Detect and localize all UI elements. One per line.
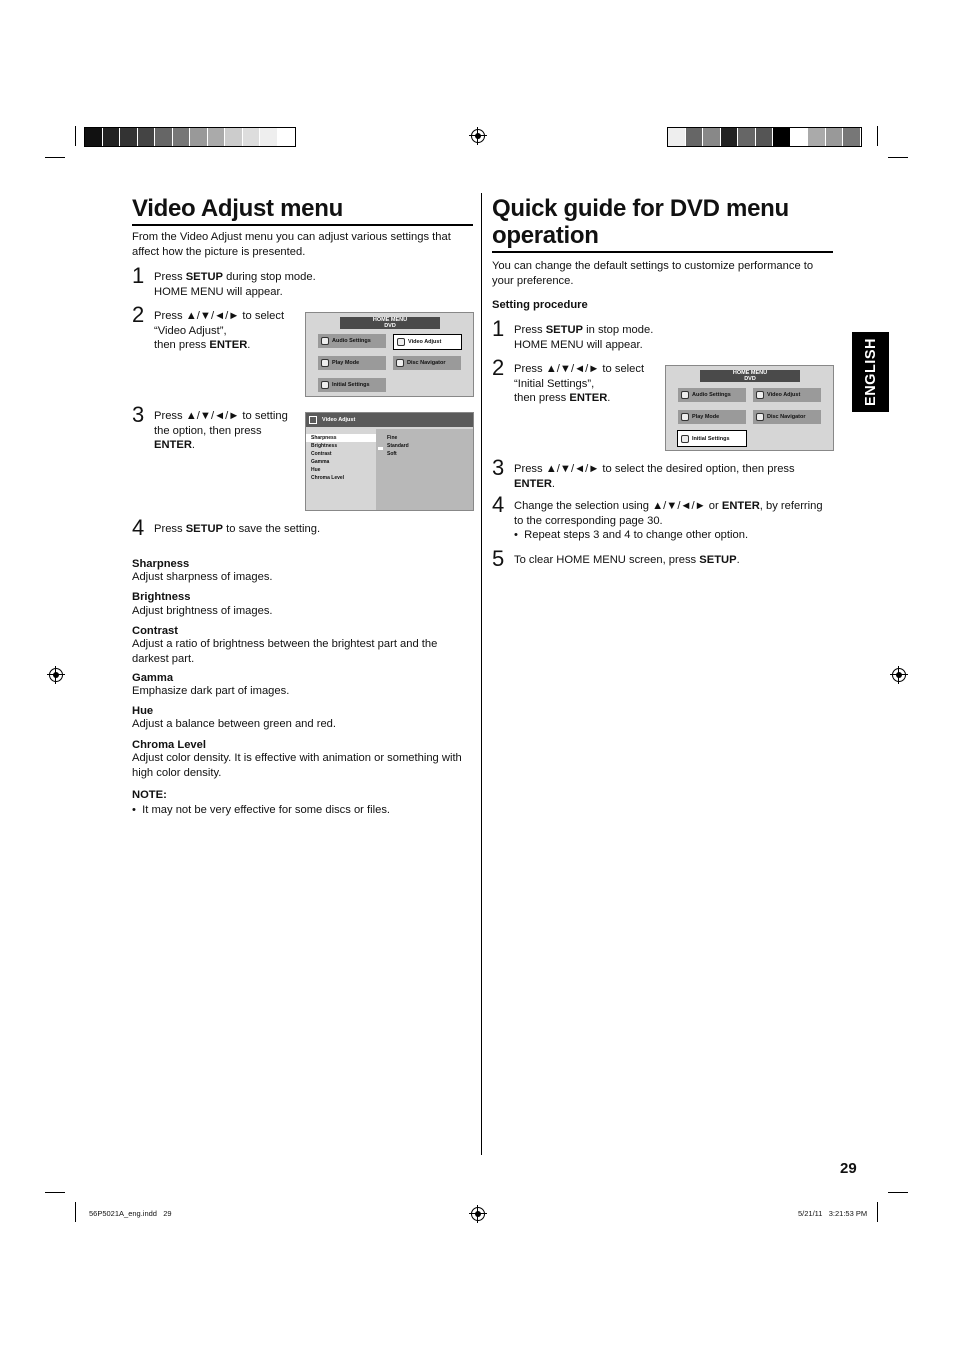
color-swatch xyxy=(85,128,103,146)
step-text: Press SETUP during stop mode. HOME MENU will appear. xyxy=(154,271,316,298)
color-swatch xyxy=(808,128,826,146)
color-swatch xyxy=(756,128,774,146)
registration-mark-icon xyxy=(471,1207,485,1221)
step-text: Press ▲/▼/◄/► to select “Initial Settings”, then press ENTER. xyxy=(514,363,645,404)
menu-initial-settings: Initial Settings xyxy=(318,378,386,392)
color-swatch xyxy=(843,128,861,146)
list-item: Contrast xyxy=(311,451,332,457)
crop-mark xyxy=(45,1192,65,1193)
video-adjust-header: Video Adjust xyxy=(306,413,473,427)
list-item: Brightness xyxy=(311,443,338,449)
color-swatch xyxy=(703,128,721,146)
color-swatch xyxy=(791,128,809,146)
bullet: • xyxy=(514,529,525,541)
settings-list xyxy=(306,434,376,482)
settings-icon xyxy=(321,381,329,389)
step-text: Press ▲/▼/◄/► to select the desired option, then press ENTER. xyxy=(514,463,795,490)
page-title-video-adjust: Video Adjust menu xyxy=(132,195,343,222)
color-swatch xyxy=(173,128,191,146)
color-swatch xyxy=(243,128,261,146)
menu-audio-settings: Audio Settings xyxy=(678,388,746,402)
home-menu-screenshot xyxy=(305,312,474,397)
step-text: Press SETUP to save the setting. xyxy=(154,523,321,535)
footer-filename: 56P5021A_eng.indd 29 xyxy=(89,1209,172,1218)
disc-icon xyxy=(396,359,404,367)
color-swatch xyxy=(103,128,121,146)
list-item: Hue xyxy=(311,467,321,473)
menu-video-adjust: Video Adjust xyxy=(753,388,821,402)
term-description: Adjust sharpness of images. xyxy=(132,571,273,583)
color-swatch xyxy=(120,128,138,146)
step-number: 3 xyxy=(492,455,505,480)
menu-disc-navigator: Disc Navigator xyxy=(393,356,461,370)
step-number: 4 xyxy=(132,515,145,540)
term-heading: Gamma xyxy=(132,672,174,684)
speaker-icon xyxy=(681,391,689,399)
menu-play-mode: Play Mode xyxy=(678,410,746,424)
footer-timestamp: 5/21/11 3:21:53 PM xyxy=(798,1209,868,1218)
play-icon xyxy=(681,413,689,421)
list-item: Sharpness xyxy=(306,434,376,442)
video-icon xyxy=(756,391,764,399)
option-item: Soft xyxy=(387,451,397,457)
video-icon xyxy=(309,416,317,424)
step-text: Press ▲/▼/◄/► to setting the option, then press ENTER. xyxy=(154,410,288,451)
step-number: 2 xyxy=(492,355,505,380)
home-menu-screenshot xyxy=(665,365,834,451)
color-swatch xyxy=(190,128,208,146)
color-bar-left xyxy=(84,127,296,147)
selection-marker xyxy=(378,447,383,450)
term-description: Adjust a ratio of brightness between the brightest part and the darkest part. xyxy=(132,638,438,665)
term-description: Emphasize dark part of images. xyxy=(132,685,290,697)
video-adjust-screenshot xyxy=(305,412,474,511)
color-swatch xyxy=(155,128,173,146)
color-swatch xyxy=(686,128,704,146)
intro-text: From the Video Adjust menu you can adjust various settings that affect how the picture is presented. xyxy=(132,231,451,258)
color-swatch xyxy=(738,128,756,146)
menu-audio-settings: Audio Settings xyxy=(318,334,386,348)
video-icon xyxy=(397,338,405,346)
step-number: 1 xyxy=(492,316,505,341)
term-heading: Hue xyxy=(132,705,154,717)
crop-mark xyxy=(75,126,76,146)
color-swatch xyxy=(773,128,791,146)
settings-icon xyxy=(681,435,689,443)
step-text: Press SETUP in stop mode. HOME MENU will appear. xyxy=(514,324,654,351)
color-swatch xyxy=(278,128,296,146)
list-item: Gamma xyxy=(311,459,330,465)
note-item: • It may not be very effective for some discs or files. xyxy=(132,804,391,816)
language-tab: ENGLISH xyxy=(852,332,889,412)
registration-mark-icon xyxy=(471,129,485,143)
menu-video-adjust: Video Adjust xyxy=(393,334,462,350)
disc-icon xyxy=(756,413,764,421)
option-item: Fine xyxy=(387,435,398,441)
term-description: Adjust brightness of images. xyxy=(132,605,273,617)
home-menu-title: HOME MENU DVD xyxy=(340,317,440,329)
color-swatch xyxy=(138,128,156,146)
registration-mark-icon xyxy=(892,668,906,682)
step-number: 5 xyxy=(492,546,505,571)
list-item: Chroma Level xyxy=(311,475,345,481)
option-item: Standard xyxy=(387,443,409,449)
color-swatch xyxy=(225,128,243,146)
step-number: 1 xyxy=(132,263,145,288)
column-divider xyxy=(481,193,482,1155)
menu-play-mode: Play Mode xyxy=(318,356,386,370)
color-swatch xyxy=(826,128,844,146)
term-heading: Sharpness xyxy=(132,558,190,570)
color-swatch xyxy=(208,128,226,146)
title-rule xyxy=(132,224,473,226)
step-number: 4 xyxy=(492,492,505,517)
crop-mark xyxy=(888,1192,908,1193)
speaker-icon xyxy=(321,337,329,345)
term-heading: Contrast xyxy=(132,625,178,637)
step-number: 2 xyxy=(132,302,145,327)
step-number: 3 xyxy=(132,402,145,427)
step-text: Press ▲/▼/◄/► to select “Video Adjust”, then press ENTER. xyxy=(154,310,285,351)
page-number: 29 xyxy=(840,1160,857,1177)
note-heading: NOTE: xyxy=(132,789,167,801)
color-swatch xyxy=(260,128,278,146)
crop-mark xyxy=(888,157,908,158)
menu-disc-navigator: Disc Navigator xyxy=(753,410,821,424)
color-bar-right xyxy=(667,127,862,147)
color-swatch xyxy=(721,128,739,146)
subheading: Setting procedure xyxy=(492,299,588,311)
intro-text: You can change the default settings to customize performance to your preference. xyxy=(492,260,814,287)
crop-mark xyxy=(75,1202,76,1222)
term-heading: Chroma Level xyxy=(132,739,206,751)
crop-mark xyxy=(877,126,878,146)
crop-mark xyxy=(45,157,65,158)
term-description: Adjust color density. It is effective with animation or something with high color density. xyxy=(132,752,462,779)
step-text: Change the selection using ▲/▼/◄/► or ENTER, by referring to the corresponding page 30. • Repeat steps 3 and 4 to change other option. xyxy=(514,500,823,541)
crop-mark xyxy=(877,1202,878,1222)
home-menu-title: HOME MENU DVD xyxy=(700,370,800,382)
term-description: Adjust a balance between green and red. xyxy=(132,718,337,730)
play-icon xyxy=(321,359,329,367)
page-title-quick-guide: Quick guide for DVD menu operation xyxy=(492,195,789,249)
title-rule xyxy=(492,251,833,253)
color-swatch xyxy=(668,128,686,146)
options-list xyxy=(387,434,467,458)
term-heading: Brightness xyxy=(132,591,191,603)
menu-initial-settings: Initial Settings xyxy=(677,430,747,447)
step-text: To clear HOME MENU screen, press SETUP. xyxy=(514,554,740,566)
bullet: • xyxy=(132,804,143,816)
registration-mark-icon xyxy=(49,668,63,682)
